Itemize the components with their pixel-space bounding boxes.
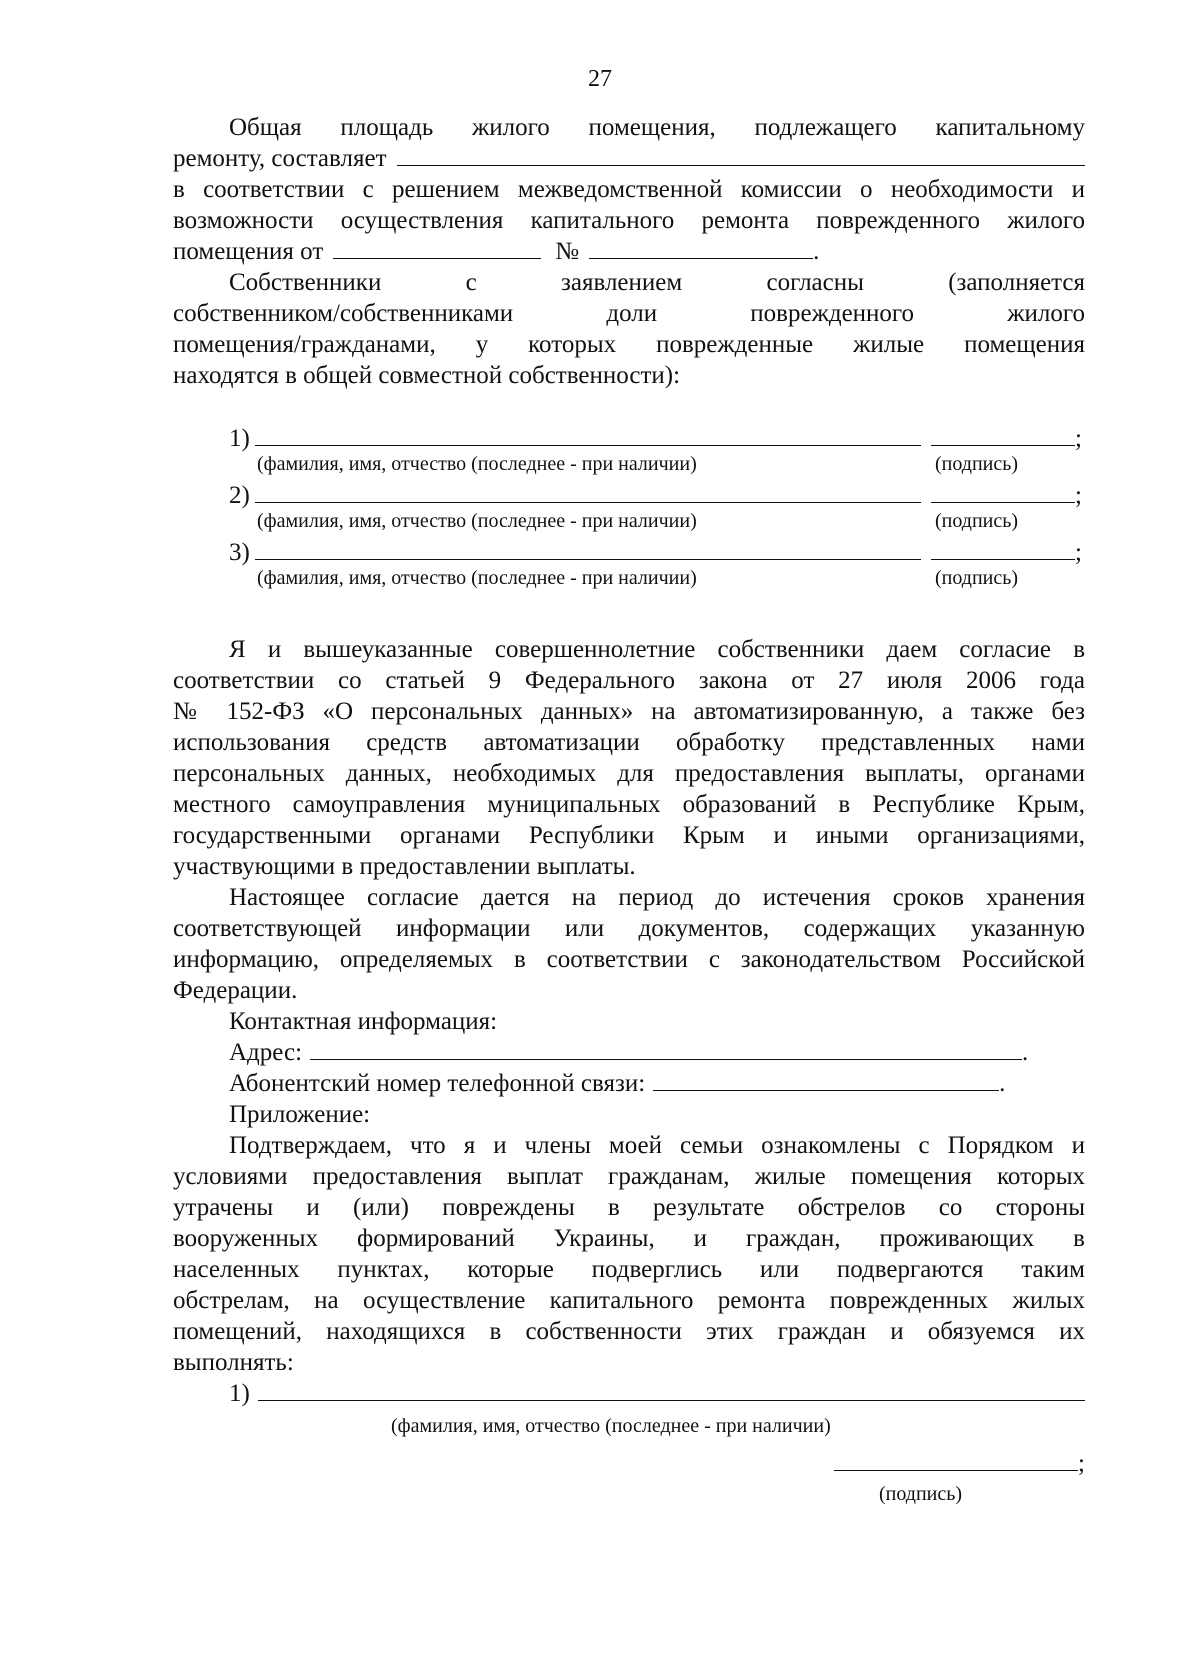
semicolon: ; [1075, 425, 1082, 452]
owner-entry-3 [229, 537, 1085, 594]
decision-date-label: помещения от [173, 238, 324, 265]
area-line-1: Общая площадь жилого помещения, подлежащего капитальному [229, 114, 1085, 141]
signature-caption: (подпись) [935, 567, 1019, 589]
semicolon: ; [1075, 482, 1082, 509]
owners-line-3: помещения/гражданами, у которых поврежденные жилые помещения [173, 331, 1085, 358]
period-line: Настоящее согласие дается на период до истечения сроков хранения [229, 884, 1085, 911]
owner-signature-field[interactable] [931, 480, 1075, 503]
owner-signature-field[interactable] [931, 423, 1075, 446]
ack-line: условиями предоставления выплат гражданам, жилые помещения которых [173, 1163, 1085, 1190]
period-line: Федерации. [173, 977, 298, 1004]
decision-date-blank[interactable] [333, 236, 541, 259]
ack-name-row [229, 1378, 1085, 1412]
consent-paragraph [173, 634, 1085, 882]
area-line-5 [173, 236, 1085, 267]
owners-line-4: находятся в общей совместной собственности): [173, 362, 681, 389]
consent-line: участвующими в предоставлении выплаты. [173, 853, 636, 880]
consent-line: использования средств автоматизации обработку представленных нами [173, 729, 1085, 756]
period-mark: . [1022, 1039, 1029, 1066]
ack-line: населенных пунктах, которые подверглись или подвергаются таким [173, 1256, 1085, 1283]
ack-line: Подтверждаем, что я и члены моей семьи ознакомлены с Порядком и [229, 1132, 1085, 1159]
consent-line: государственными органами Республики Крым и иными организациями, [173, 822, 1085, 849]
ack-line: обстрелам, на осуществление капитального ремонта поврежденных жилых [173, 1287, 1085, 1314]
owner-entry-2 [229, 480, 1085, 537]
ack-line: выполнять: [173, 1349, 294, 1376]
page-number: 27 [588, 66, 612, 92]
consent-line: соответствии со статьей 9 Федерального закона от 27 июля 2006 года [173, 667, 1085, 694]
signature-caption: (подпись) [935, 453, 1019, 475]
consent-line: местного самоуправления муниципальных образований в Республике Крым, [173, 791, 1085, 818]
owners-paragraph [173, 267, 1085, 391]
phone-field[interactable] [653, 1068, 999, 1091]
ack-signature-row [173, 1448, 1085, 1479]
attachment-label: Приложение: [229, 1101, 371, 1128]
period-line: соответствующей информации или документов, содержащих указанную [173, 915, 1085, 942]
area-line-3: в соответствии с решением межведомственной комиссии о необходимости и [173, 176, 1085, 203]
consent-line: персональных данных, необходимых для предоставления выплаты, органами [173, 760, 1085, 787]
name-caption: (фамилия, имя, отчество (последнее - при наличии) [257, 567, 697, 589]
semicolon: ; [1075, 539, 1082, 566]
owners-line-1: Собственники с заявлением согласны (заполняется [229, 269, 1085, 296]
ack-name-caption: (фамилия, имя, отчество (последнее - при наличии) [391, 1415, 831, 1437]
consent-line: Я и вышеуказанные совершеннолетние собственники даем согласие в [229, 636, 1085, 663]
period-mark: . [813, 238, 820, 265]
decision-number-blank[interactable] [589, 236, 813, 259]
area-blank[interactable] [397, 143, 1085, 166]
acknowledgement-paragraph [173, 1130, 1085, 1378]
area-label: ремонту, составляет [173, 145, 387, 172]
name-caption: (фамилия, имя, отчество (последнее - при наличии) [257, 510, 697, 532]
ack-line: утрачены и (или) повреждены в результате обстрелов со стороны [173, 1194, 1085, 1221]
owner-entry-1 [229, 423, 1085, 480]
ack-line: вооруженных формирований Украины, и граждан, проживающих в [173, 1225, 1085, 1252]
ack-signature-caption: (подпись) [879, 1483, 963, 1505]
document-body [173, 112, 1085, 1509]
address-row [229, 1037, 1085, 1068]
ack-signature-field[interactable] [834, 1448, 1078, 1471]
period-paragraph [173, 882, 1085, 1006]
area-line-2 [173, 143, 1085, 174]
owner-number: 3) [229, 539, 250, 566]
period-line: информацию, определяемых в соответствии с законодательством Российской [173, 946, 1085, 973]
owner-number: 1) [229, 425, 250, 452]
contact-section [173, 1006, 1085, 1130]
owners-line-2: собственником/собственниками доли поврежденного жилого [173, 300, 1085, 327]
area-line-4: возможности осуществления капитального ремонта поврежденного жилого [173, 207, 1085, 234]
address-field[interactable] [310, 1037, 1022, 1060]
owner-name-field[interactable] [255, 423, 921, 446]
name-caption: (фамилия, имя, отчество (последнее - при наличии) [257, 453, 697, 475]
period-mark: . [999, 1070, 1006, 1097]
area-paragraph [173, 112, 1085, 267]
ack-line: помещений, находящихся в собственности этих граждан и обязуемся их [173, 1318, 1085, 1345]
owner-signature-field[interactable] [931, 537, 1075, 560]
owner-name-field[interactable] [255, 537, 921, 560]
owner-number: 2) [229, 482, 250, 509]
address-label: Адрес: [229, 1039, 303, 1066]
owner-name-field[interactable] [255, 480, 921, 503]
owners-signature-block [229, 423, 1085, 594]
ack-number: 1) [229, 1380, 250, 1407]
ack-name-field[interactable] [258, 1378, 1085, 1401]
phone-row [229, 1068, 1085, 1099]
contact-title: Контактная информация: [229, 1008, 498, 1035]
signature-caption: (подпись) [935, 510, 1019, 532]
consent-line: № 152-ФЗ «О персональных данных» на автоматизированную, а также без [173, 698, 1085, 725]
phone-label: Абонентский номер телефонной связи: [229, 1070, 646, 1097]
semicolon: ; [1078, 1450, 1085, 1477]
decision-number-label: № [555, 238, 580, 265]
